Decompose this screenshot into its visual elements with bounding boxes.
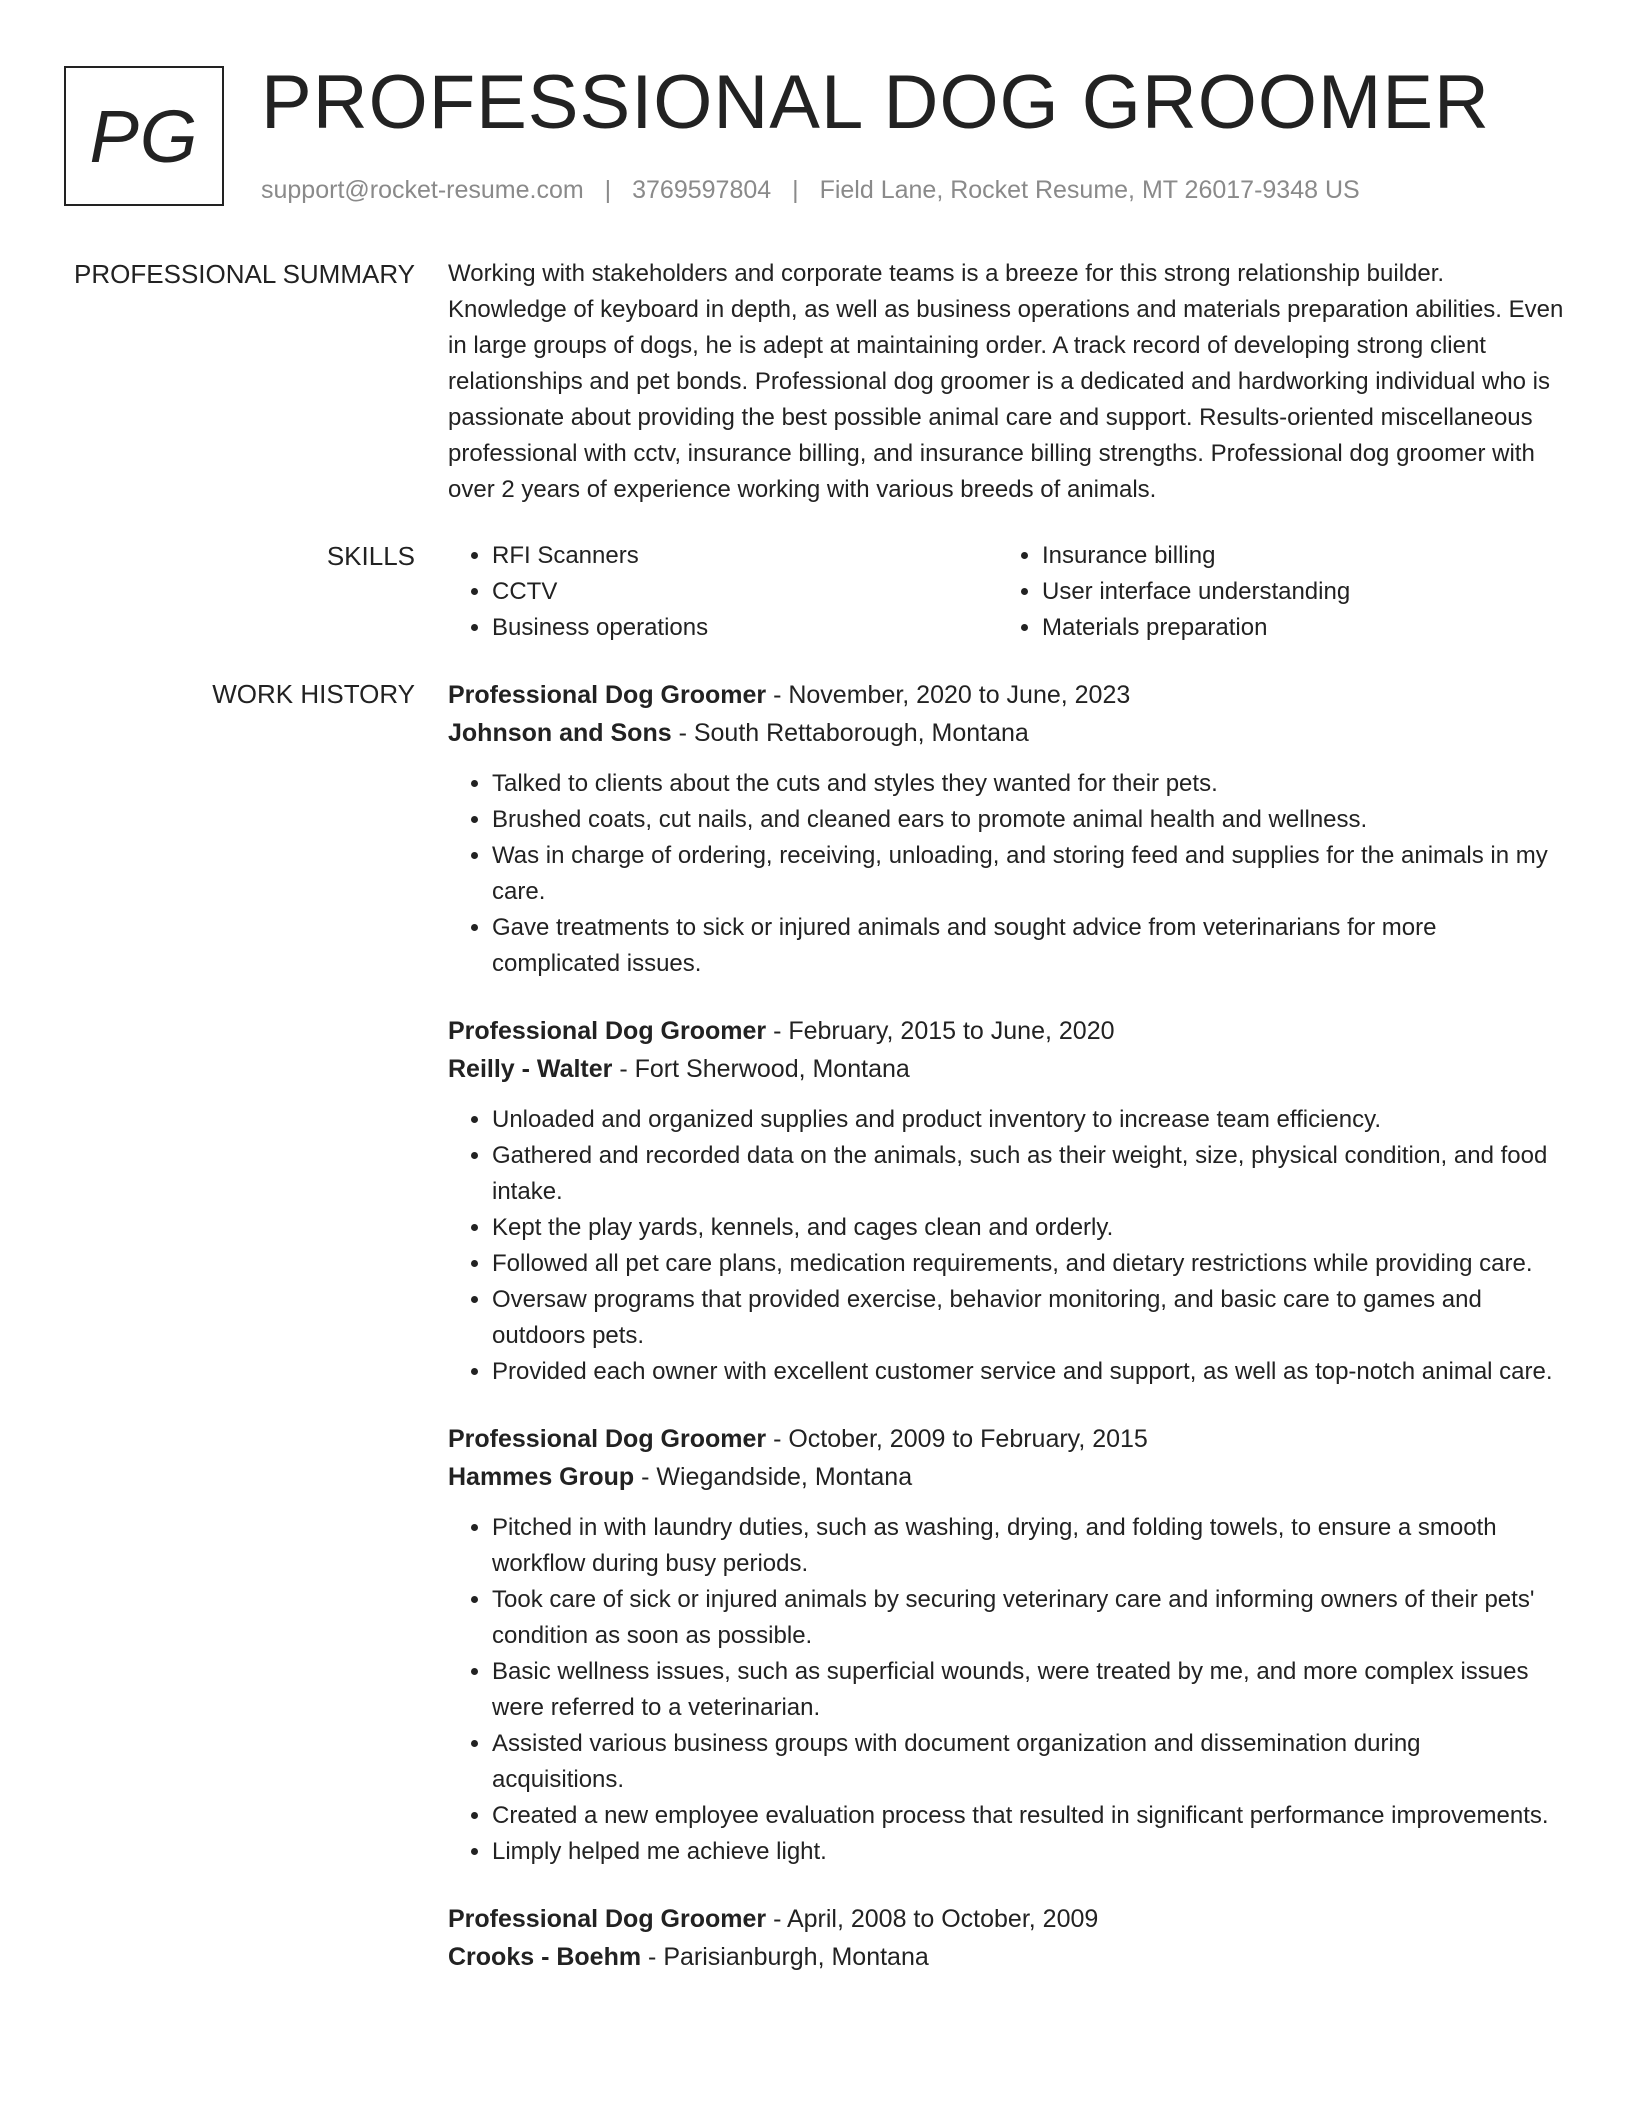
skills-section xyxy=(0,538,1632,646)
job-role: Professional Dog Groomer xyxy=(448,1905,767,1933)
resume-name: PROFESSIONAL DOG GROOMER xyxy=(261,60,1490,145)
job-bullets xyxy=(448,1510,1568,1870)
job-bullet: • Kept the play yards, kennels, and cages clean and orderly. xyxy=(492,1210,1568,1246)
skill-item: • CCTV xyxy=(492,574,1042,610)
job-dates: - February, 2015 to June, 2020 xyxy=(773,1017,1115,1045)
job-bullet: • Brushed coats, cut nails, and cleaned ears to promote animal health and wellness. xyxy=(492,802,1568,838)
job-bullet: • Gave treatments to sick or injured animals and sought advice from veterinarians for more complicated issues. xyxy=(492,910,1568,982)
job-bullet: • Limply helped me achieve light. xyxy=(492,1834,1568,1870)
resume-content xyxy=(0,256,1632,1976)
job-role: Professional Dog Groomer xyxy=(448,681,767,709)
job-location: - Parisianburgh, Montana xyxy=(648,1943,929,1971)
job-entry xyxy=(448,1420,1568,1870)
job-dates: - November, 2020 to June, 2023 xyxy=(773,681,1131,709)
job-location: - Wiegandside, Montana xyxy=(641,1463,913,1491)
contact-address: Field Lane, Rocket Resume, MT 26017-9348 US xyxy=(819,176,1360,204)
job-dates: - April, 2008 to October, 2009 xyxy=(773,1905,1099,1933)
job-company: Crooks - Boehm xyxy=(448,1943,642,1971)
job-bullets xyxy=(448,1102,1568,1390)
job-role-line xyxy=(448,1420,1568,1458)
job-entry xyxy=(448,1900,1568,1976)
contact-separator: | xyxy=(792,176,799,204)
job-entry xyxy=(448,676,1568,982)
contact-separator: | xyxy=(604,176,612,204)
job-company: Hammes Group xyxy=(448,1463,635,1491)
job-company: Johnson and Sons xyxy=(448,719,672,747)
skills-list xyxy=(448,538,1568,646)
section-title-work-history: WORK HISTORY xyxy=(212,679,415,709)
job-bullets xyxy=(448,766,1568,982)
skill-item: • Business operations xyxy=(492,610,1042,646)
job-bullet: • Talked to clients about the cuts and styles they wanted for their pets. xyxy=(492,766,1568,802)
job-role: Professional Dog Groomer xyxy=(448,1017,767,1045)
summary-text: Working with stakeholders and corporate teams is a breeze for this strong relationship builder. Knowledge of keyboard in depth, as well as business operations and materials preparation abilities. Even in large groups of dogs, he is adept at maintaining order. A track record of developing strong client relationships and pet bonds. Professional dog groomer is a dedicated and hardworking individual who is passionate about providing the best possible animal care and support. Results-oriented miscellaneous professional with cctv, insurance billing, and insurance billing strengths. Professional dog groomer with over 2 years of experience working with various breeds of animals. xyxy=(448,260,1564,503)
job-bullet: • Assisted various business groups with document organization and dissemination during acquisitions. xyxy=(492,1726,1568,1798)
job-bullet: • Was in charge of ordering, receiving, unloading, and storing feed and supplies for the animals in my care. xyxy=(492,838,1568,910)
job-bullet: • Followed all pet care plans, medication requirements, and dietary restrictions while providing care. xyxy=(492,1246,1568,1282)
work-history-section xyxy=(0,676,1632,1976)
job-company-line xyxy=(448,1050,1568,1088)
job-location: - South Rettaborough, Montana xyxy=(678,719,1029,747)
job-company-line xyxy=(448,714,1568,752)
job-role-line xyxy=(448,676,1568,714)
job-role-line xyxy=(448,1900,1568,1938)
job-company-line xyxy=(448,1458,1568,1496)
job-bullet: • Took care of sick or injured animals by securing veterinary care and informing owners of their pets' condition as soon as possible. xyxy=(492,1582,1568,1654)
job-bullet: • Basic wellness issues, such as superficial wounds, were treated by me, and more complex issues were referred to a veterinarian. xyxy=(492,1654,1568,1726)
job-role: Professional Dog Groomer xyxy=(448,1425,767,1453)
skills-body xyxy=(448,538,1568,646)
skill-item: • RFI Scanners xyxy=(492,538,1042,574)
work-history-body xyxy=(448,676,1568,1976)
job-bullet: • Unloaded and organized supplies and product inventory to increase team efficiency. xyxy=(492,1102,1568,1138)
summary-body xyxy=(448,256,1568,508)
job-bullet: • Created a new employee evaluation process that resulted in significant performance improvements. xyxy=(492,1798,1568,1834)
summary-section xyxy=(0,256,1632,508)
job-role-line xyxy=(448,1012,1568,1050)
contact-phone[interactable]: 3769597804 xyxy=(632,176,772,204)
section-title-summary: PROFESSIONAL SUMMARY xyxy=(74,259,415,289)
job-dates: - October, 2009 to February, 2015 xyxy=(773,1425,1148,1453)
section-title-skills: SKILLS xyxy=(326,541,415,571)
contact-line xyxy=(261,172,1360,208)
skill-item: • User interface understanding xyxy=(1042,574,1592,610)
job-bullet: • Pitched in with laundry duties, such as washing, drying, and folding towels, to ensure a smooth workflow during busy periods. xyxy=(492,1510,1568,1582)
skill-item: • Materials preparation xyxy=(1042,610,1592,646)
monogram: PG xyxy=(64,66,224,206)
job-company: Reilly - Walter xyxy=(448,1055,613,1083)
skill-item: • Insurance billing xyxy=(1042,538,1592,574)
job-company-line xyxy=(448,1938,1568,1976)
job-bullet: • Gathered and recorded data on the animals, such as their weight, size, physical condition, and food intake. xyxy=(492,1138,1568,1210)
contact-email[interactable]: support@rocket-resume.com xyxy=(261,176,584,204)
job-bullet: • Provided each owner with excellent customer service and support, as well as top-notch animal care. xyxy=(492,1354,1568,1390)
job-entry xyxy=(448,1012,1568,1390)
job-location: - Fort Sherwood, Montana xyxy=(619,1055,910,1083)
job-bullet: • Oversaw programs that provided exercise, behavior monitoring, and basic care to games and outdoors pets. xyxy=(492,1282,1568,1354)
